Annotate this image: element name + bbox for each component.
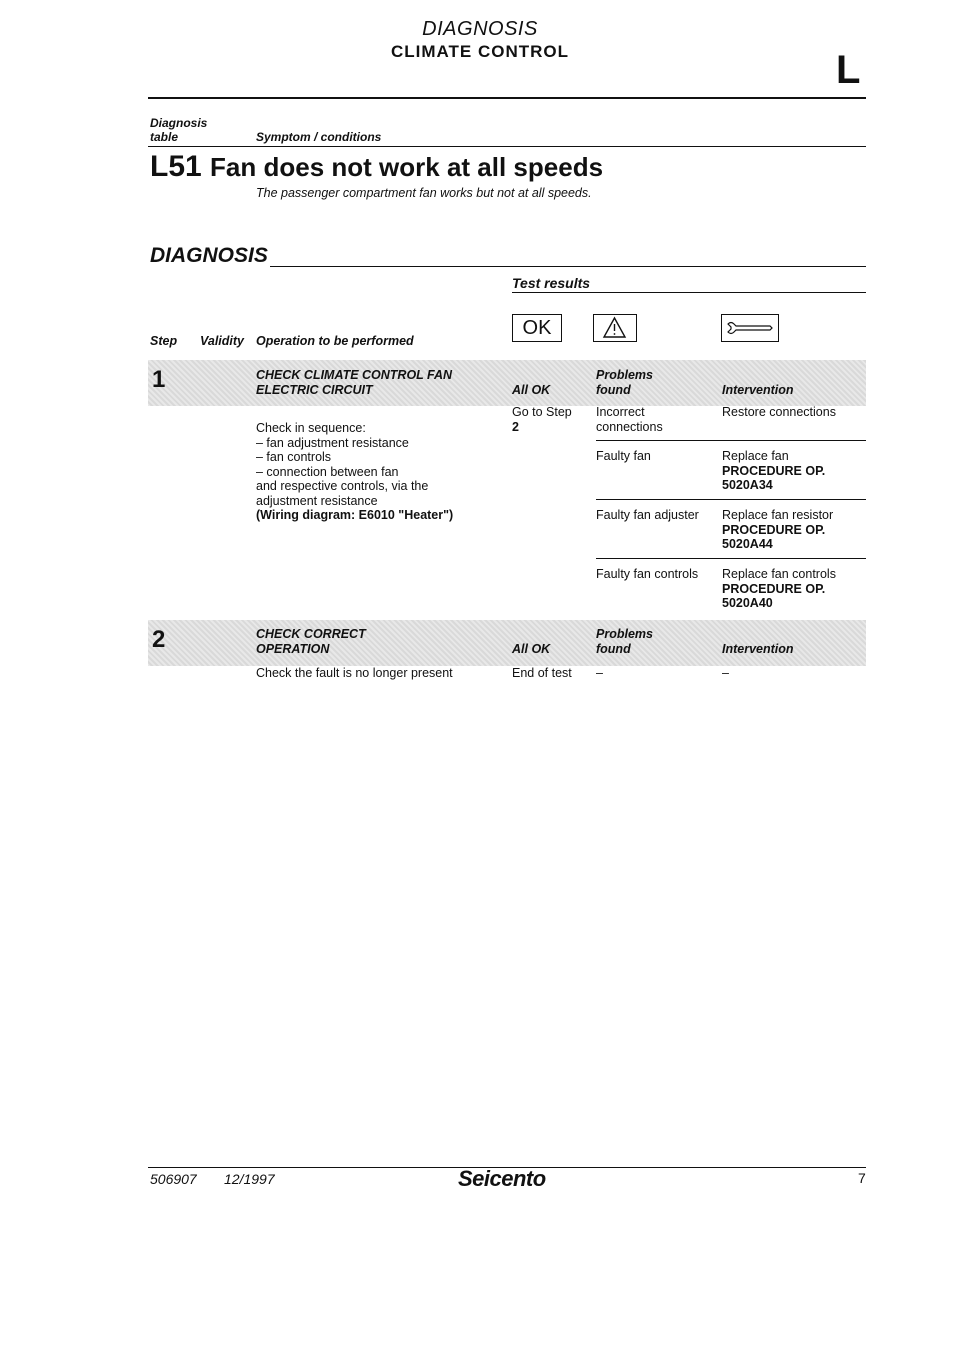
chapter-title: CLIMATE CONTROL (390, 42, 570, 61)
step-1-divider-2 (596, 499, 866, 500)
diagnosis-table-label: Diagnosis table (150, 116, 208, 144)
step-1-intervention-1: Restore connections (722, 405, 836, 419)
test-results-rule (512, 292, 866, 293)
step-2-title: CHECK CORRECT OPERATION (256, 627, 366, 656)
step-1-intervention-4: Replace fan controls PROCEDURE OP. 5020A40 (722, 567, 836, 610)
step-2-problem: – (596, 666, 603, 680)
step-1-operation: Check in sequence: – fan adjustment resistance – fan controls – connection between fan and respective controls, via the adjustment resistance (256, 421, 429, 508)
step-2-allok-header: All OK (512, 642, 551, 656)
footer-date: 12/1997 (224, 1171, 275, 1187)
ok-icon: OK (512, 314, 562, 342)
step-1-problem-3: Faulty fan adjuster (596, 508, 699, 522)
col-validity: Validity (200, 334, 244, 348)
diagnosis-heading: DIAGNOSIS (150, 244, 268, 267)
step-2-allok-action: End of test (512, 666, 572, 680)
step-1-wiring-reference: (Wiring diagram: E6010 "Heater") (256, 508, 454, 522)
step-1-intervention-header: Intervention (722, 383, 794, 397)
symptom-title: Fan does not work at all speeds (210, 152, 604, 182)
symptom-rule (148, 146, 866, 147)
footer-doc-code: 506907 (150, 1171, 197, 1187)
step-2-number: 2 (152, 626, 166, 653)
step-1-title: CHECK CLIMATE CONTROL FAN ELECTRIC CIRCUIT (256, 368, 453, 397)
symptom-heading (150, 150, 603, 184)
step-1-intervention-2: Replace fan PROCEDURE OP. 5020A34 (722, 449, 826, 492)
header-rule (148, 97, 866, 99)
symptom-code: L51 (150, 150, 202, 183)
footer-brand-logo: Seicento (458, 1166, 546, 1191)
step-1-allok-action: Go to Step 2 (512, 405, 572, 434)
step-1-divider-3 (596, 558, 866, 559)
diagnosis-rule (270, 266, 866, 267)
section-title: DIAGNOSIS (422, 18, 538, 40)
step-1-number: 1 (152, 366, 166, 393)
step-1-problem-4: Faulty fan controls (596, 567, 699, 581)
col-operation: Operation to be performed (256, 334, 414, 348)
symptom-description: The passenger compartment fan works but not at all speeds. (256, 186, 592, 200)
step-2-intervention: – (722, 666, 729, 680)
step-1-problem-1: Incorrect connections (596, 405, 663, 434)
step-2-operation: Check the fault is no longer present (256, 666, 453, 680)
step-2-intervention-header: Intervention (722, 642, 794, 656)
footer-page-number: 7 (858, 1170, 866, 1186)
symptom-conditions-label: Symptom / conditions (256, 130, 382, 144)
test-results-label: Test results (512, 275, 591, 291)
step-1-intervention-3: Replace fan resistor PROCEDURE OP. 5020A44 (722, 508, 834, 551)
col-step: Step (150, 334, 178, 348)
step-2-problems-header: Problems found (596, 627, 653, 656)
step-1-problem-2: Faulty fan (596, 449, 651, 463)
step-1-problems-header: Problems found (596, 368, 653, 397)
step-1-divider-1 (596, 440, 866, 441)
chapter-letter: L (836, 48, 861, 92)
wrench-icon (721, 314, 779, 342)
step-1-allok-header: All OK (512, 383, 551, 397)
warning-triangle-icon (593, 314, 637, 342)
